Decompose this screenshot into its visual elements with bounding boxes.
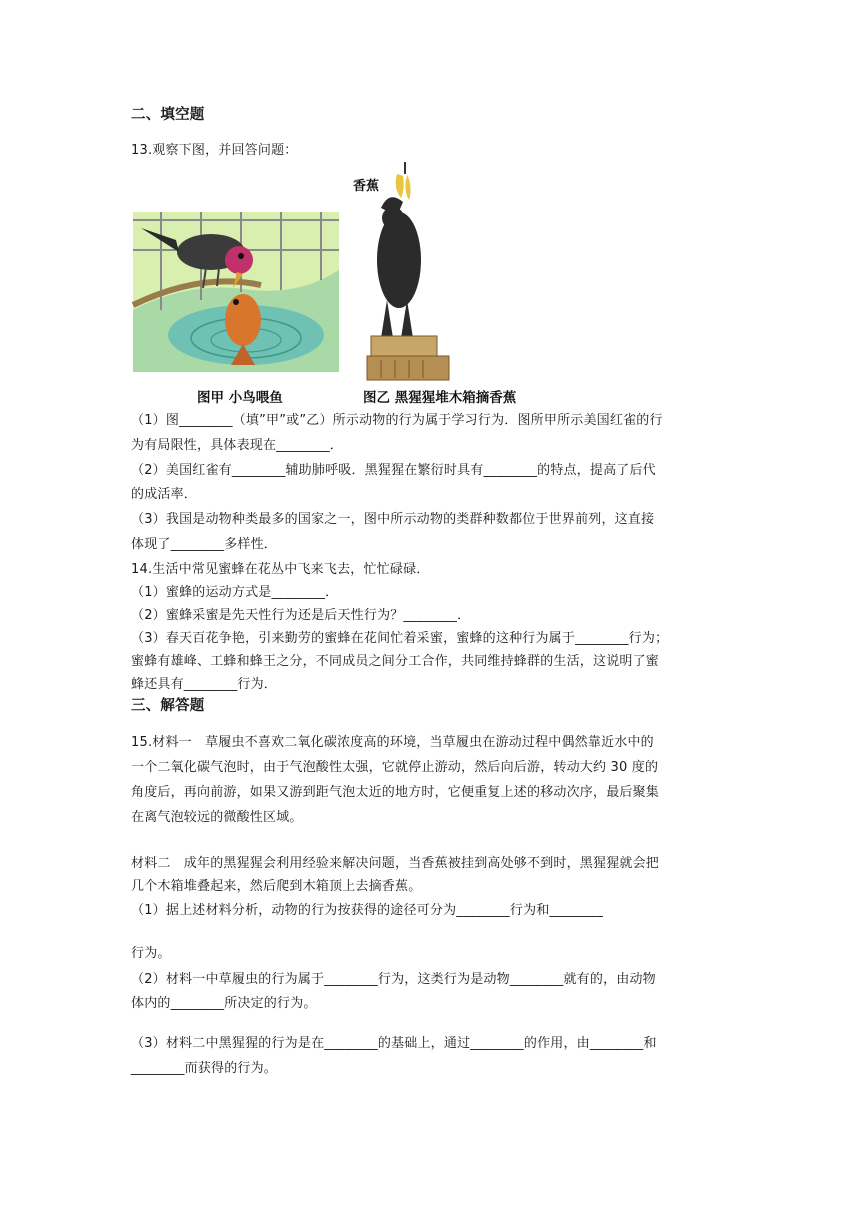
q13-line: 的成活率． <box>131 487 198 502</box>
chimpanzee-stacking-boxes-illustration <box>353 162 449 380</box>
q15-part2-line: （2）材料一中草履虫的行为属于________行为，这类行为是动物________就有的，由动物 <box>131 972 656 987</box>
q14-line: 14.生活中常见蜜蜂在花丛中飞来飞去，忙忙碌碌． <box>131 562 430 577</box>
q14-line: （1）蜜蜂的运动方式是________． <box>131 585 339 600</box>
q14-line: （3）春天百花争艳，引来勤劳的蜜蜂在花间忙着采蜜，蜜蜂的这种行为属于________行为； <box>131 631 669 646</box>
q13-line: （2）美国红雀有________辅助肺呼吸．黑猩猩在繁衍时具有________的特点，提高了后代 <box>131 463 656 478</box>
q14-line: （2）蜜蜂采蜜是先天性行为还是后天性行为？________． <box>131 608 471 623</box>
q13-line: 体现了________多样性． <box>131 537 278 552</box>
q13-line: （3）我国是动物种类最多的国家之一，图中所示动物的类群种数都位于世界前列，这直接 <box>131 512 655 527</box>
q13-line: 为有局限性，具体表现在________． <box>131 438 344 453</box>
question-13-figure <box>131 160 531 408</box>
q15-material1-line: 15.材料一 草履虫不喜欢二氧化碳浓度高的环境，当草履虫在游动过程中偶然靠近水中的 <box>131 735 654 750</box>
figure-caption-b: 图乙 黑猩猩堆木箱摘香蕉 <box>363 390 517 406</box>
q15-part1-continued: 行为。 <box>131 946 171 961</box>
q13-line: （1）图________（填”甲”或”乙）所示动物的行为属于学习行为．图所甲所示美国红雀的行 <box>131 413 663 428</box>
q15-material2-line: 几个木箱堆叠起来，然后爬到木箱顶上去摘香蕉。 <box>131 879 422 894</box>
q15-part1: （1）据上述材料分析，动物的行为按获得的途径可分为________行为和________ <box>131 903 604 918</box>
q15-part2-line: 体内的________所决定的行为。 <box>131 996 317 1011</box>
q14-line: 蜜蜂有雄峰、工蜂和蜂王之分，不同成员之间分工合作，共同维持蜂群的生活，这说明了蜜 <box>131 654 660 669</box>
question-13-stem: 13.观察下图，并回答问题： <box>131 143 298 158</box>
q15-material1-line: 一个二氧化碳气泡时，由于气泡酸性太强，它就停止游动，然后向后游，转动大约 30 度的 <box>131 760 659 775</box>
banana-label: 香蕉 <box>353 179 380 194</box>
section-title-answer: 三、解答题 <box>131 698 205 714</box>
figure-caption-a: 图甲 小鸟喂鱼 <box>197 390 283 406</box>
section-title-fill-blank: 二、填空题 <box>131 107 205 123</box>
q15-material2-line: 材料二 成年的黑猩猩会利用经验来解决问题，当香蕉被挂到高处够不到时，黑猩猩就会把 <box>131 856 660 871</box>
q15-part3-line: ________而获得的行为。 <box>131 1061 278 1076</box>
q15-part3-line: （3）材料二中黑猩猩的行为是在________的基础上，通过________的作用，由________和 <box>131 1036 657 1051</box>
q15-material1-line: 在离气泡较远的微酸性区域。 <box>131 810 303 825</box>
q15-material1-line: 角度后，再向前游，如果又游到距气泡太近的地方时，它便重复上述的移动次序，最后聚集 <box>131 785 660 800</box>
q14-line: 蜂还具有________行为． <box>131 677 278 692</box>
bird-feeding-fish-illustration <box>133 212 339 372</box>
